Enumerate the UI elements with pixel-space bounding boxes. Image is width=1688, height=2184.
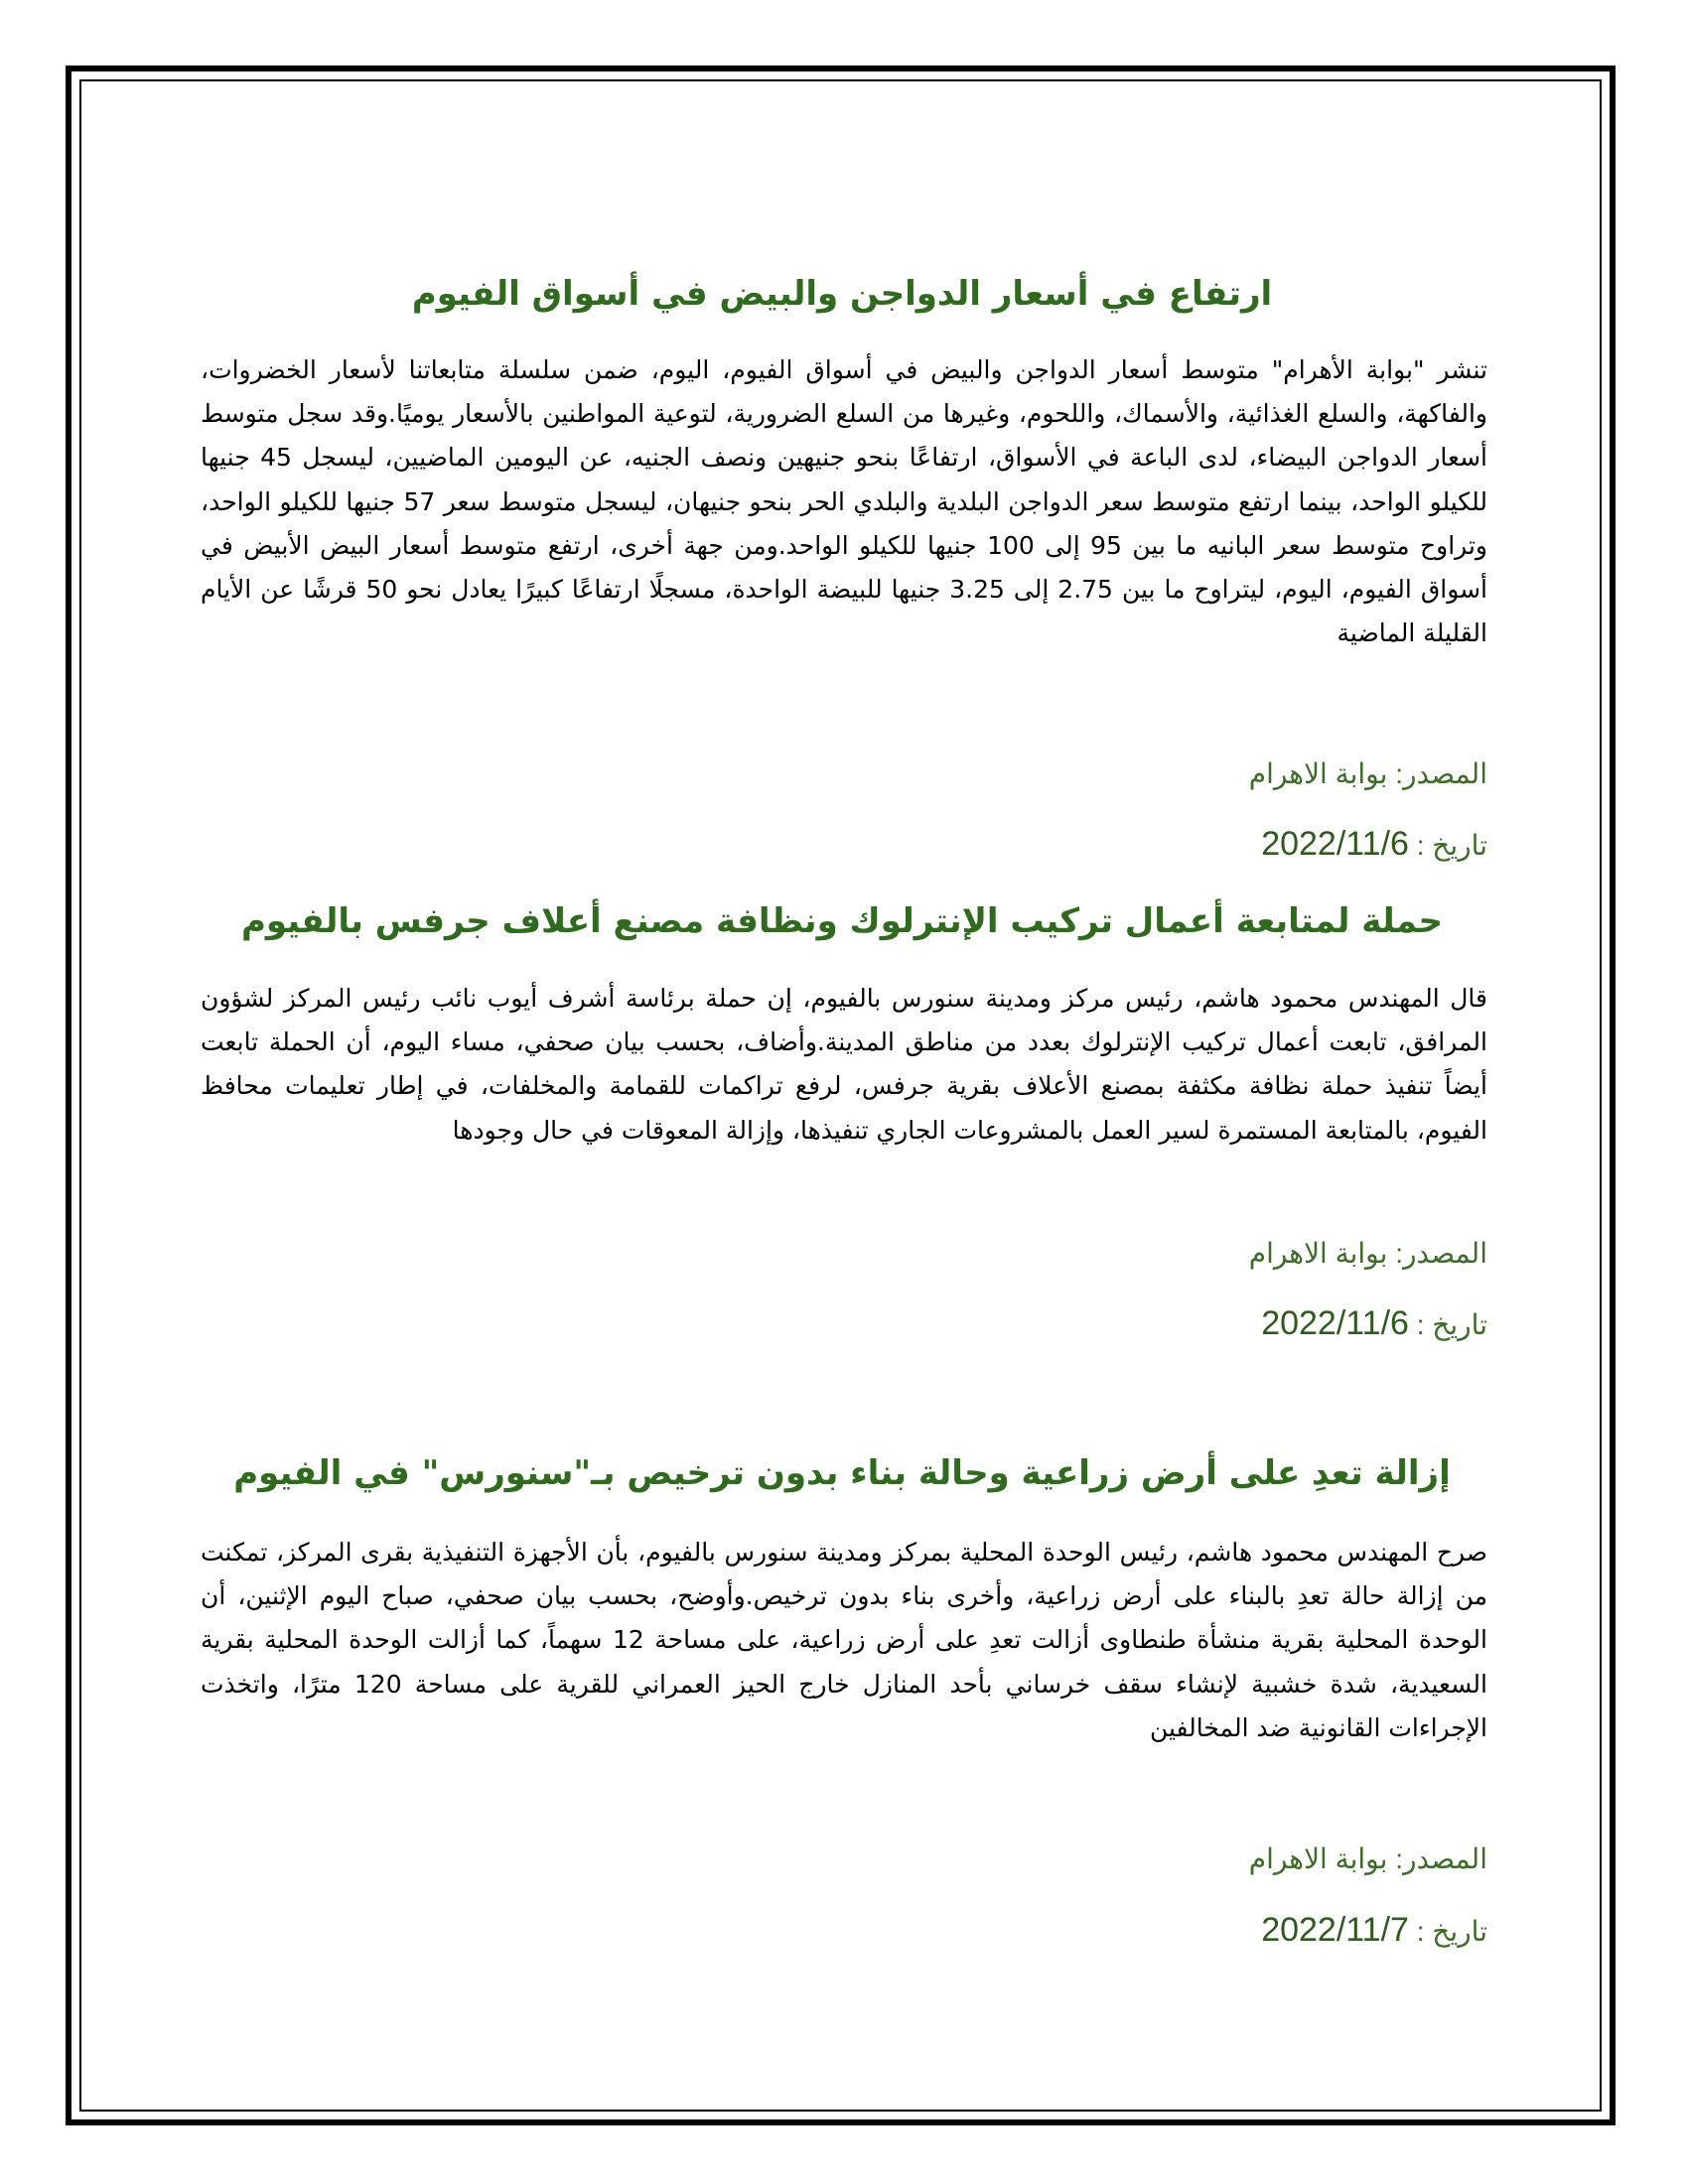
source-label: المصدر: xyxy=(1395,1843,1487,1874)
source-label: المصدر: xyxy=(1395,758,1487,789)
article-1-source xyxy=(199,754,1487,794)
source-label: المصدر: xyxy=(1395,1238,1487,1269)
date-value: 2022/11/7 xyxy=(1261,1911,1409,1949)
date-label: تاريخ : xyxy=(1416,1309,1487,1340)
source-value: بوابة الاهرام xyxy=(1248,1843,1388,1874)
article-2-source xyxy=(199,1234,1487,1274)
article-1-title: ارتفاع في أسعار الدواجن والبيض في أسواق الفيوم xyxy=(411,274,1273,314)
article-3-date xyxy=(199,1910,1487,1952)
article-1-date xyxy=(199,824,1487,866)
article-2-body: قال المهندس محمود هاشم، رئيس مركز ومدينة سنورس بالفيوم، إن حملة برئاسة أشرف أيوب نائب رئيس المركز لشؤون المرافق، تابعت أعمال تركيب الإنترلوك بعدد من مناطق المدينة.وأضاف، بحسب بيان صحفي، مساء اليوم، أن الحملة تابعت أيضاً تنفيذ حملة نظافة مكثفة بمصنع الأعلاف بقرية جرفس، لرفع تراكمات للقمامة والمخلفات، في إطار تعليمات محافظ الفيوم، بالمتابعة المستمرة لسير العمل بالمشروعات الجاري تنفيذها، وإزالة المعوقات في حال وجودها xyxy=(201,984,1487,1145)
article-3-title: إزالة تعدِ على أرض زراعية وحالة بناء بدون ترخيص بـ"سنورس" في الفيوم xyxy=(233,1453,1451,1493)
date-label: تاريخ : xyxy=(1416,830,1487,861)
date-value: 2022/11/6 xyxy=(1261,825,1409,863)
article-2-date xyxy=(199,1303,1487,1345)
article-2-title: حملة لمتابعة أعمال تركيب الإنترلوك ونظافة مصنع أعلاف جرفس بالفيوم xyxy=(240,901,1443,941)
source-value: بوابة الاهرام xyxy=(1248,1238,1388,1269)
article-3-source xyxy=(199,1840,1487,1879)
date-value: 2022/11/6 xyxy=(1261,1304,1409,1342)
article-1-body: تنشر "بوابة الأهرام" متوسط أسعار الدواجن والبيض في أسواق الفيوم، اليوم، ضمن سلسلة متابعاتنا لأسعار الخضروات، والفاكهة، والسلع الغذائية، والأسماك، واللحوم، وغيرها من السلع الضرورية، لتوعية المواطنين بالأسعار يوميًا.وقد سجل متوسط أسعار الدواجن البيضاء، لدى الباعة في الأسواق، ارتفاعًا بنحو جنيهين ونصف الجنيه، عن اليومين الماضيين، ليسجل 45 جنيها للكيلو الواحد، بينما ارتفع متوسط سعر الدواجن البلدية والبلدي الحر بنحو جنيهان، ليسجل متوسط سعر 57 جنيها للكيلو الواحد، وتراوح متوسط سعر البانيه ما بين 95 إلى 100 جنيها للكيلو الواحد.ومن جهة أخرى، ارتفع متوسط أسعار البيض الأبيض في أسواق الفيوم، اليوم، ليتراوح ما بين 2.75 إلى 3.25 جنيها للبيضة الواحدة، مسجلًا ارتفاعًا كبيرًا يعادل نحو 50 قرشًا عن الأيام القليلة الماضية xyxy=(201,355,1488,648)
source-value: بوابة الاهرام xyxy=(1248,758,1388,789)
date-label: تاريخ : xyxy=(1416,1916,1487,1947)
article-3-body: صرح المهندس محمود هاشم، رئيس الوحدة المحلية بمركز ومدينة سنورس بالفيوم، بأن الأجهزة التنفيذية بقرى المركز، تمكنت من إزالة حالة تعدِ بالبناء على أرض زراعية، وأخرى بناء بدون ترخيص.وأوضح، بحسب بيان صحفي، صباح اليوم الإثنين، أن الوحدة المحلية بقرية منشأة طنطاوى أزالت تعدِ على أرض زراعية، على مساحة 12 سهماً، كما أزالت الوحدة المحلية بقرية السعيدية، شدة خشبية لإنشاء سقف خرساني بأحد المنازل خارج الحيز العمراني للقرية على مساحة 120 مترًا، واتخذت الإجراءات القانونية ضد المخالفين xyxy=(201,1538,1487,1742)
